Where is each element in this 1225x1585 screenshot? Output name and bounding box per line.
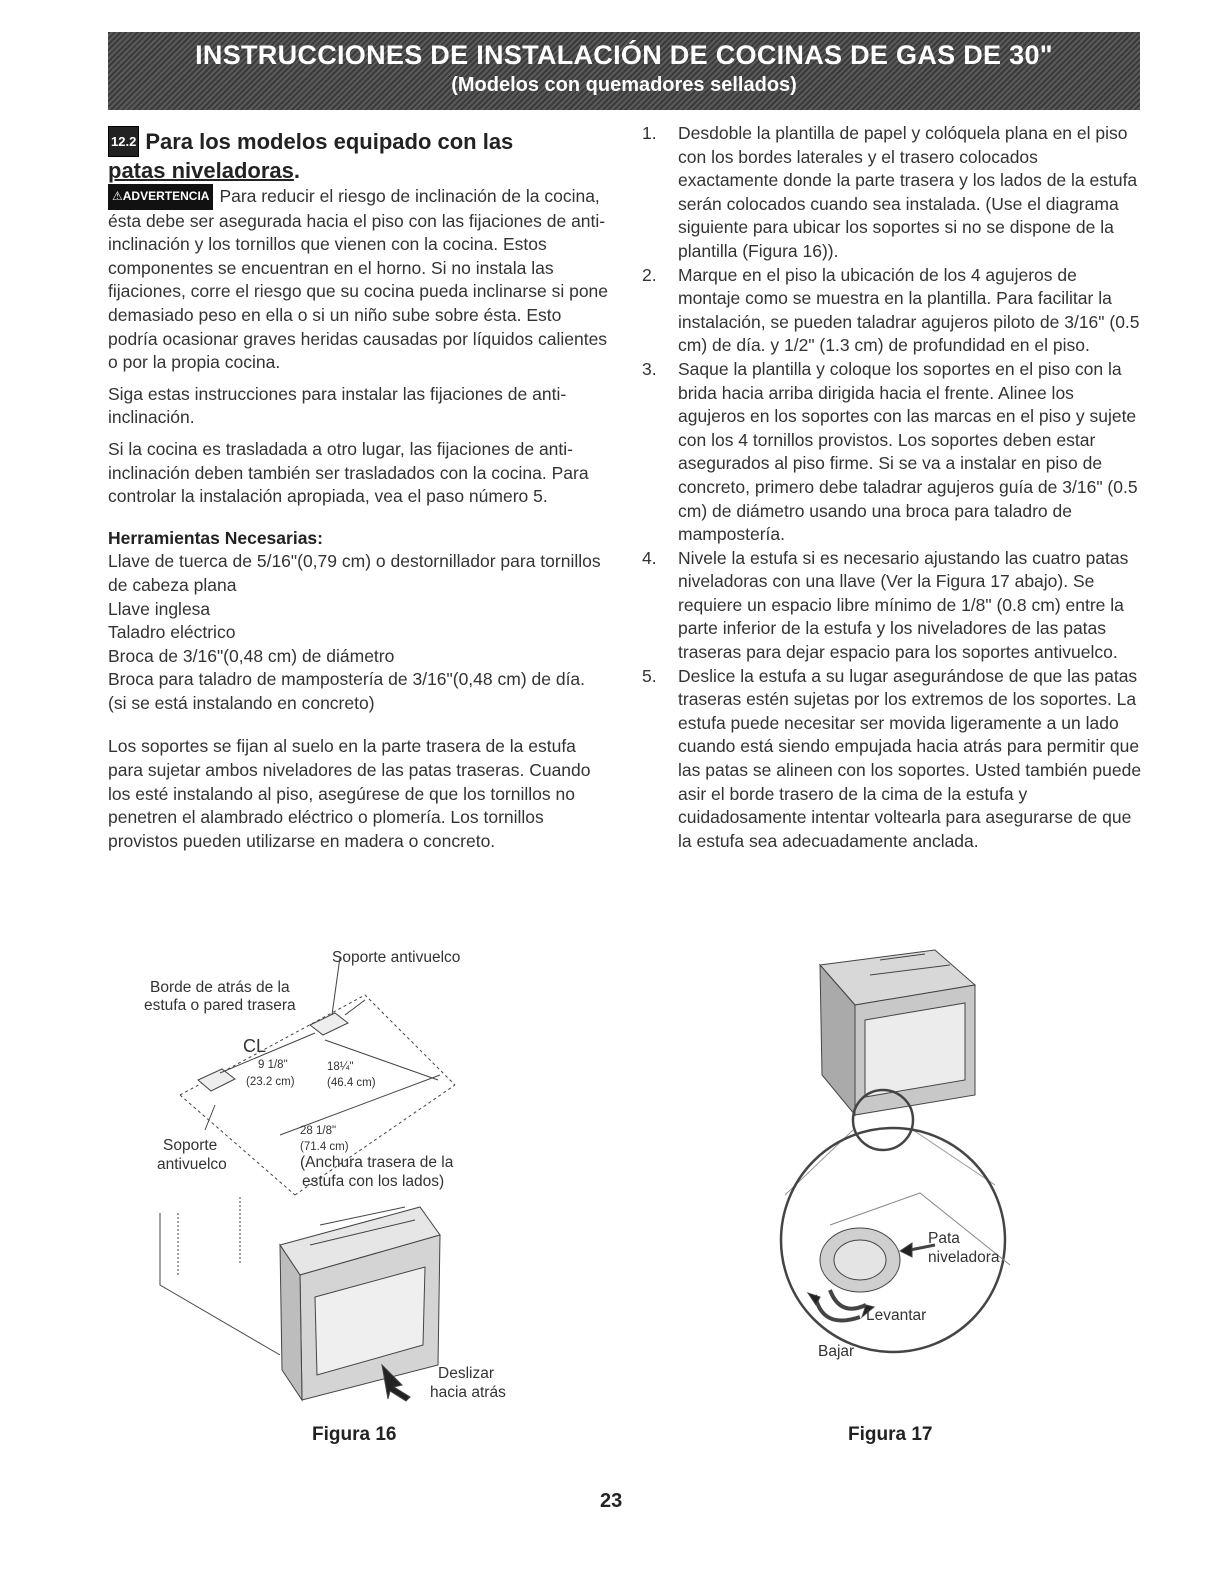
fig16-dim3-b: (71.4 cm) xyxy=(300,1141,349,1153)
warning-paragraph xyxy=(108,184,613,375)
page-title: INSTRUCCIONES DE INSTALACIÓN DE COCINAS DE GAS DE 30" xyxy=(195,40,1053,70)
step-item: 1. Desdoble la plantilla de papel y colóquela plana en el piso con los bordes laterales y el trasero colocados exactamente donde la parte trasera y los lados de la estufa serán colocados cuando sea instalada. (Use el diagrama siguiente para ubicar los soportes si no se dispone de la plantilla (Figura 16)). xyxy=(642,123,1138,261)
paragraph-4: Los soportes se fijan al suelo en la parte trasera de la estufa para sujetar ambos niveladores de las patas traseras. Cuando los esté instalando al piso, asegúrese de que los tornillos no penetren el alambrado eléctrico o plomería. Los tornillos provistos pueden utilizarse en madera o concreto. xyxy=(108,736,591,851)
section-title-b: patas niveladoras xyxy=(108,158,294,183)
header-banner xyxy=(108,32,1140,110)
fig16-label-back-b: estufa o pared trasera xyxy=(144,997,296,1014)
fig16-dim2-b: (46.4 cm) xyxy=(327,1077,376,1089)
paragraph-2: Siga estas instrucciones para instalar las fijaciones de anti-inclinación. xyxy=(108,383,567,428)
tools-list xyxy=(108,550,613,715)
figure-17-diagram xyxy=(760,945,1060,1405)
steps-list xyxy=(642,122,1142,853)
section-title xyxy=(108,126,613,184)
tool-item: Taladro eléctrico xyxy=(108,622,236,643)
fig17-label-lower: Bajar xyxy=(818,1343,855,1360)
step-item: 4. Nivele la estufa si es necesario ajustando las cuatro patas niveladoras con una llave (Ver la Figura 17 abajo). Se requiere un espacio libre mínimo de 1/8" (0.8 cm) entre la parte inferior de la estufa y los niveladores de las patas traseras para dejar espacio para los soportes antivuelco. xyxy=(642,547,1129,663)
fig16-label-cl: CL xyxy=(243,1036,267,1056)
right-column xyxy=(642,122,1142,853)
step-item: 2. Marque en el piso la ubicación de los 4 agujeros de montaje como se muestra en la plantilla. Para facilitar la instalación, se pueden taladrar agujeros piloto de 3/16" (0.5 cm) de día. y 1/2" (1.3 cm) de profundidad en el piso. xyxy=(642,264,1140,356)
fig16-dim2-a: 18¼" xyxy=(327,1061,354,1073)
fig16-dim3-a: 28 1/8" xyxy=(300,1125,337,1137)
warning-text: Para reducir el riesgo de inclinación de la cocina, ésta debe ser asegurada hacia el piso con las fijaciones de anti-inclinación y los tornillos que vienen con la cocina. Estos componentes se encuentran en el horno. Si no instala las fijaciones, corre el riesgo que su cocina pueda inclinarse si pone demasiado peso en ella o si un niño sube sobre ésta. Esto podría ocasionar graves heridas causadas por líquidos calientes o por la propia cocina. xyxy=(108,186,609,373)
fig16-label-slide-a: Deslizar xyxy=(438,1365,494,1382)
fig16-label-back-a: Borde de atrás de la xyxy=(150,979,290,996)
fig16-label-bracket-a: Soporte xyxy=(163,1137,218,1154)
section-title-c: . xyxy=(293,158,300,183)
page-number: 23 xyxy=(600,1490,623,1512)
section-number-badge: 12.2 xyxy=(108,126,139,157)
tool-item: Llave inglesa xyxy=(108,598,211,619)
fig16-label-slide-b: hacia atrás xyxy=(430,1384,506,1401)
tool-item: Broca para taladro de mampostería de 3/16"(0,48 cm) de día. (si se está instalando en concreto) xyxy=(108,669,615,713)
tools-title: Herramientas Necesarias: xyxy=(108,527,323,548)
fig16-label-bracket-b: antivuelco xyxy=(157,1156,227,1173)
fig16-dim1-b: (23.2 cm) xyxy=(246,1076,295,1088)
warning-icon: ⚠ xyxy=(112,189,123,203)
fig16-label-width-b: estufa con los lados) xyxy=(302,1173,445,1190)
step-item: 3. Saque la plantilla y coloque los soportes en el piso con la brida hacia arriba dirigida hacia el frente. Alinee los agujeros en los soportes con las marcas en el piso y sujete con los 4 tornillos provistos. Los soportes deben estar asegurados al piso firme. Si se va a instalar en piso de concreto, primero debe taladrar agujeros guía de 3/16" (0.5 cm) de diámetro usando una broca para taladro de mampostería. xyxy=(642,358,1138,545)
figure-16-caption: Figura 16 xyxy=(312,1424,397,1445)
tool-item: Llave de tuerca de 5/16"(0,79 cm) o destornillador para tornillos de cabeza plana xyxy=(108,551,601,595)
paragraph-3: Si la cocina es trasladada a otro lugar, las fijaciones de anti-inclinación deben también ser trasladados con la cocina. Para controlar la instalación apropiada, vea el paso número 5. xyxy=(108,438,589,507)
fig16-label-width-a: (Anchura trasera de la xyxy=(300,1154,454,1171)
section-title-a: Para los modelos equipado con las xyxy=(145,129,514,154)
step-item: 5. Deslice la estufa a su lugar asegurándose de que las patas traseras estén sujetas por los extremos de los soportes. La estufa puede necesitar ser movida ligeramente a un lado cuando está siendo empujada hacia atrás para permitir que las patas se alineen con los soportes. Usted también puede asir el borde trasero de la cima de la estufa y cuidadosamente intentar voltearla para asegurarse de que la estufa sea adecuadamente anclada. xyxy=(642,665,1142,851)
page-subtitle: (Modelos con quemadores sellados) xyxy=(451,74,797,96)
figure-17-caption: Figura 17 xyxy=(848,1424,933,1445)
tool-item: Broca de 3/16"(0,48 cm) de diámetro xyxy=(108,645,395,666)
warning-badge: ⚠ADVERTENCIA xyxy=(108,184,213,210)
fig16-label-bracket-top: Soporte antivuelco xyxy=(332,949,461,966)
fig16-dim1-a: 9 1/8" xyxy=(258,1059,288,1071)
fig17-label-raise: Levantar xyxy=(866,1307,927,1324)
fig17-label-leg-a: Pata xyxy=(928,1230,960,1247)
fig17-label-leg-b: niveladora xyxy=(928,1249,1000,1266)
left-column xyxy=(108,126,613,861)
